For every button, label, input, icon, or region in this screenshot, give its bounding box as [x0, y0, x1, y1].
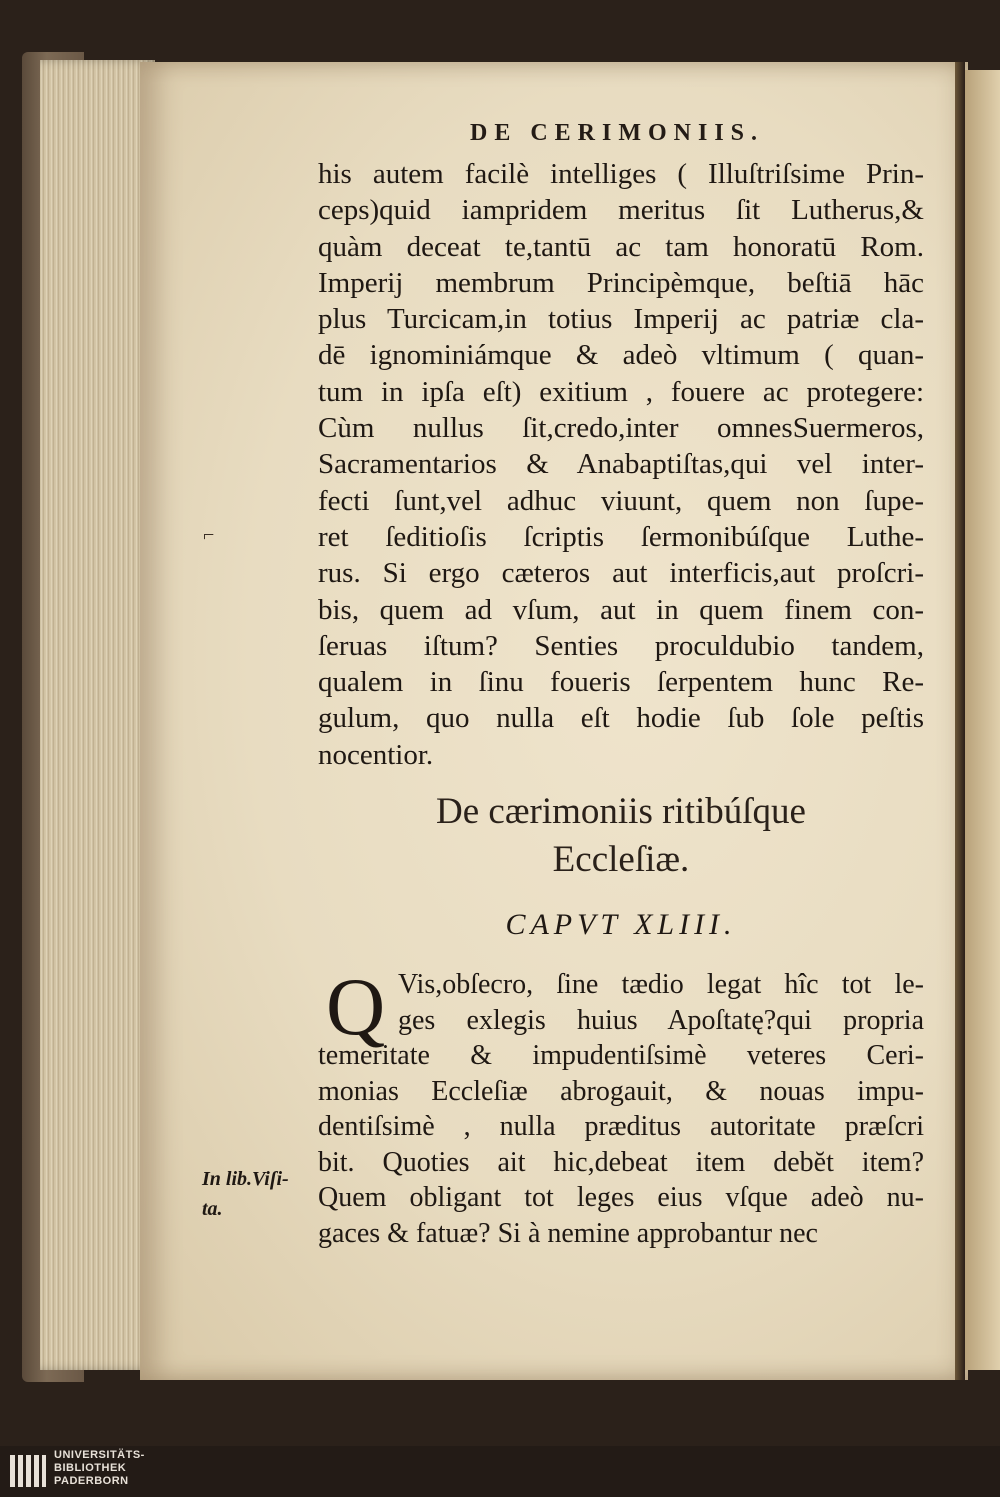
chapter-text-line: Vis,obſecro, ſine tædio legat hîc tot le- — [398, 969, 924, 1000]
section-title-line2: Eccleſiæ. — [552, 839, 690, 880]
text-line: rus. Si ergo cæteros aut interficis,aut proſcri- — [318, 557, 924, 590]
page-edges — [40, 60, 155, 1370]
facing-page-edge — [965, 70, 1000, 1370]
marginal-note-line1: In lib.Viſi- — [202, 1168, 289, 1190]
chapter-text — [318, 961, 924, 1251]
chapter-text-line: bit. Quoties ait hic,debeat item debĕt item? — [318, 1146, 924, 1178]
text-line: tum in ipſa eſt) exitium , fouere ac protegere: — [318, 375, 924, 408]
section-title-line1: De cærimoniis ritibúſque — [436, 791, 806, 832]
footer-bar — [0, 1446, 1000, 1497]
chapter-text-line: gaces & fatuæ? Si à nemine approbantur nec — [318, 1217, 818, 1249]
library-logo-text — [54, 1449, 145, 1488]
chapter-text-line: monias Eccleſiæ abrogauit, & nouas impu- — [318, 1075, 924, 1107]
text-line: qualem in ſinu foueris ſerpentem hunc Re- — [318, 666, 924, 699]
text-line: ceps)quid iampridem meritus ſit Lutherus,& — [318, 194, 924, 227]
body-text — [318, 156, 924, 773]
text-line: gulum, quo nulla eſt hodie ſub ſole peſtis — [318, 702, 924, 735]
text-line: nocentior. — [318, 738, 434, 771]
text-line: ſeruas iſtum? Senties proculdubio tandem, — [318, 629, 924, 662]
marginal-note — [202, 1164, 312, 1224]
running-head: DE CERIMONIIS. — [470, 120, 765, 146]
text-line: bis, quem ad vſum, aut in quem finem con- — [318, 593, 924, 626]
drop-cap: Q — [326, 961, 386, 1052]
chapter-text-line: temeritate & impudentiſsimè veteres Ceri- — [318, 1040, 924, 1071]
text-line: quàm deceat te,tantū ac tam honoratū Rom. — [318, 230, 924, 263]
text-line: Sacramentarios & Anabaptiſtas,qui vel inter- — [318, 448, 924, 481]
chapter-text-line: ges exlegis huius Apoſtatę?qui propria — [398, 1004, 924, 1036]
marginal-note-line2: ta. — [202, 1198, 223, 1220]
library-logo-icon — [8, 1451, 48, 1491]
logo-line2: BIBLIOTHEK — [54, 1462, 127, 1474]
text-line: ret ſeditioſis ſcriptis ſermonibúſque Luthe- — [318, 520, 924, 553]
text-line: Cùm nullus ſit,credo,inter omnesSuermeros, — [318, 412, 924, 445]
text-line: fecti ſunt,vel adhuc viuunt, quem non ſupe- — [318, 484, 924, 517]
book-gutter — [955, 62, 965, 1380]
text-line: his autem facilè intelliges ( Illuſtriſsime Prin- — [318, 158, 924, 190]
text-line: Imperij membrum Principèmque, beſtiā hāc — [318, 266, 924, 299]
margin-mark: ⌐ — [203, 524, 215, 546]
chapter-heading: CAPVT XLIII. — [505, 908, 737, 941]
chapter-text-line: Quem obligant tot leges eius vſque adeò nu- — [318, 1182, 924, 1213]
text-line: plus Turcicam,in totius Imperij ac patriæ cla- — [318, 303, 924, 336]
chapter-text-line: dentiſsimè , nulla præditus autoritate præſcri — [318, 1111, 924, 1142]
logo-line3: PADERBORN — [54, 1475, 129, 1487]
logo-line1: UNIVERSITÄTS- — [54, 1449, 145, 1461]
text-line: dē ignominiámque & adeò vltimum ( quan- — [318, 339, 924, 372]
